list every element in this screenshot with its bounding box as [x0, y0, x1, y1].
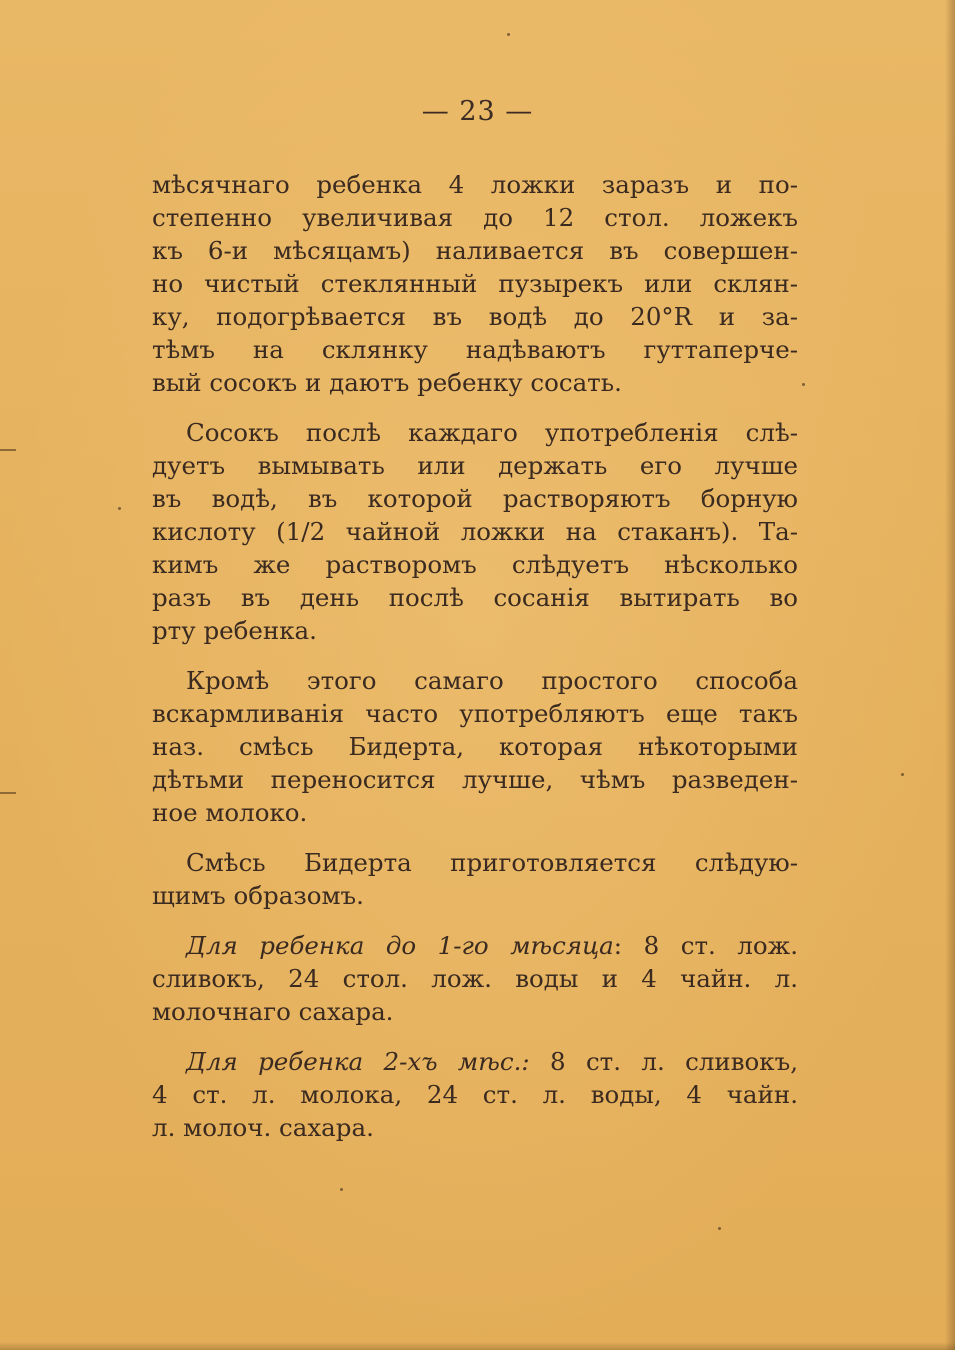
page-edge-shadow [945, 0, 955, 1350]
page-number: — 23 — [421, 96, 534, 127]
paragraph [152, 846, 798, 912]
text-line: къ 6-и мѣсяцамъ) наливается въ совершен- [152, 236, 798, 265]
text-line: вскармливанія часто употребляютъ еще такъ [152, 699, 798, 728]
recipe-text: : 8 ст. лож. [613, 931, 798, 960]
paragraph [152, 664, 798, 829]
text-line: въ водѣ, въ которой растворяютъ борную [152, 484, 798, 513]
recipe-heading: Для ребенка 2-хъ мѣс.: [186, 1047, 530, 1076]
margin-mark [0, 792, 16, 794]
text-line: дѣтьми переносится лучше, чѣмъ разведен- [152, 765, 798, 794]
page-bottom-shadow [0, 1342, 955, 1350]
text-line: кимъ же растворомъ слѣдуетъ нѣсколько [152, 550, 798, 579]
text-line: щимъ образомъ. [152, 881, 364, 910]
text-line: сливокъ, 24 стол. лож. воды и 4 чайн. л. [152, 964, 798, 993]
text-line: кислоту (1/2 чайной ложки на стаканъ). Та- [152, 517, 798, 546]
paper-speck [340, 1188, 343, 1191]
text-line: ку, подогрѣвается въ водѣ до 20°R и за- [152, 302, 798, 331]
text-line: рту ребенка. [152, 616, 317, 645]
paper-speck [507, 33, 510, 36]
text-line: 4 ст. л. молока, 24 ст. л. воды, 4 чайн. [152, 1080, 798, 1109]
text-line: степенно увеличивая до 12 стол. ложекъ [152, 203, 798, 232]
text-line: разъ въ день послѣ сосанія вытирать во [152, 583, 798, 612]
text-line: л. молоч. сахара. [152, 1113, 374, 1142]
text-line: но чистый стеклянный пузырекъ или склян- [152, 269, 798, 298]
text-line: вый сосокъ и даютъ ребенку сосать. [152, 368, 622, 397]
body-text [152, 168, 798, 1144]
text-line: наз. смѣсь Бидерта, которая нѣкоторыми [152, 732, 798, 761]
paper-speck [901, 773, 904, 776]
text-line: тѣмъ на склянку надѣваютъ гуттаперче- [152, 335, 798, 364]
text-line: молочнаго сахара. [152, 997, 394, 1026]
recipe-heading: Для ребенка до 1-го мѣсяца [186, 931, 614, 960]
paper-speck [118, 507, 121, 510]
recipe-paragraph [152, 1045, 798, 1144]
recipe-paragraph [152, 929, 798, 1028]
margin-mark [0, 449, 16, 451]
paper-speck [802, 383, 805, 386]
text-line: ное молоко. [152, 798, 308, 827]
paragraph [152, 416, 798, 647]
text-line: мѣсячнаго ребенка 4 ложки заразъ и по- [152, 170, 798, 199]
text-line: Кромѣ этого самаго простого способа [186, 666, 798, 695]
paper-speck [718, 1227, 721, 1230]
text-line [152, 1045, 798, 1078]
text-line: Сосокъ послѣ каждаго употребленія слѣ- [186, 418, 798, 447]
text-line: дуетъ вымывать или держать его лучше [152, 451, 798, 480]
text-line [152, 929, 798, 962]
recipe-text: 8 ст. л. сливокъ, [529, 1047, 798, 1076]
paragraph [152, 168, 798, 399]
text-line: Смѣсь Бидерта приготовляется слѣдую- [186, 848, 798, 877]
